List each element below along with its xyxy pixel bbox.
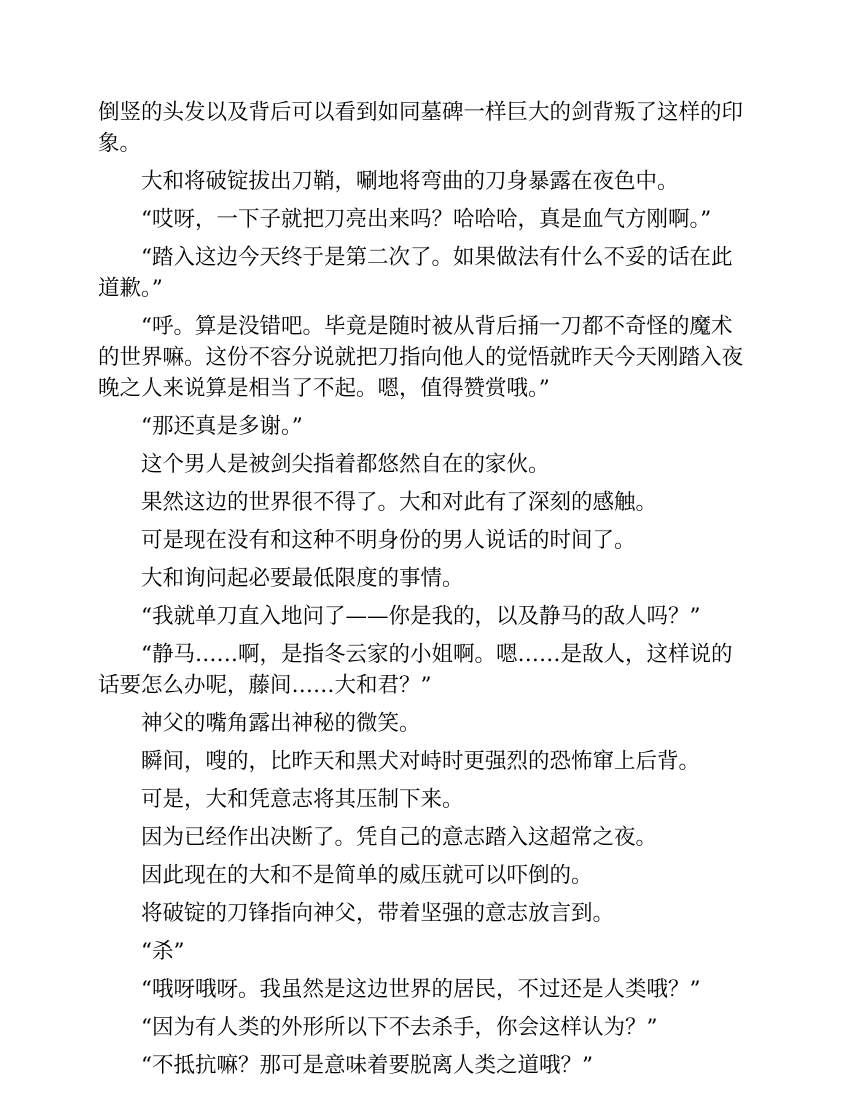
paragraph-17: 因此现在的大和不是简单的威压就可以吓倒的。 [141,863,593,888]
paragraph-11: “我就单刀直入地问了——你是我的，以及静马的敌人吗？” [141,604,701,629]
paragraph-10: 大和询问起必要最低限度的事情。 [141,566,464,591]
paragraph-7: 这个男人是被剑尖指着都悠然自在的家伙。 [141,452,550,477]
paragraph-20: “哦呀哦呀。我虽然是这边世界的居民，不过还是人类哦？” [141,977,701,1002]
paragraph-19: “杀” [141,939,185,964]
paragraph-3: “哎呀，一下子就把刀亮出来吗？哈哈哈，真是血气方刚啊。” [141,207,712,232]
paragraph-13: 神父的嘴角露出神秘的微笑。 [141,711,421,736]
document-page [98,97,750,1088]
paragraph-6: “那还真是多谢。” [141,414,303,439]
paragraph-2: 大和将破锭拔出刀鞘，唰地将弯曲的刀身暴露在夜色中。 [141,169,679,194]
paragraph-16: 因为已经作出决断了。凭自己的意志踏入这超常之夜。 [141,825,658,850]
paragraph-5: “呼。算是没错吧。毕竟是随时被从背后捅一刀都不奇怪的魔术的世界嘛。这份不容分说就把刀指向他人的觉悟就昨天今天刚踏入夜晚之人来说算是相当了不起。嗯，值得赞赏哦。” [98,314,744,401]
paragraph-22: “不抵抗嘛？那可是意味着要脱离人类之道哦？” [141,1053,593,1078]
paragraph-8: 果然这边的世界很不得了。大和对此有了深刻的感触。 [141,490,658,515]
paragraph-12: “静马……啊，是指冬云家的小姐啊。嗯……是敌人，这样说的话要怎么办呢，藤间……大和君？” [98,642,733,698]
paragraph-15: 可是，大和凭意志将其压制下来。 [141,787,464,812]
paragraph-9: 可是现在没有和这种不明身份的男人说话的时间了。 [141,528,636,553]
paragraph-14: 瞬间，嗖的，比昨天和黑犬对峙时更强烈的恐怖窜上后背。 [141,749,701,774]
paragraph-4: “踏入这边今天终于是第二次了。如果做法有什么不妥的话在此道歉。” [98,245,733,301]
paragraph-1: 倒竖的头发以及背后可以看到如同墓碑一样巨大的剑背叛了这样的印象。 [98,100,744,156]
paragraph-18: 将破锭的刀锋指向神父，带着坚强的意志放言到。 [141,901,615,926]
paragraph-21: “因为有人类的外形所以下不去杀手，你会这样认为？” [141,1015,658,1040]
